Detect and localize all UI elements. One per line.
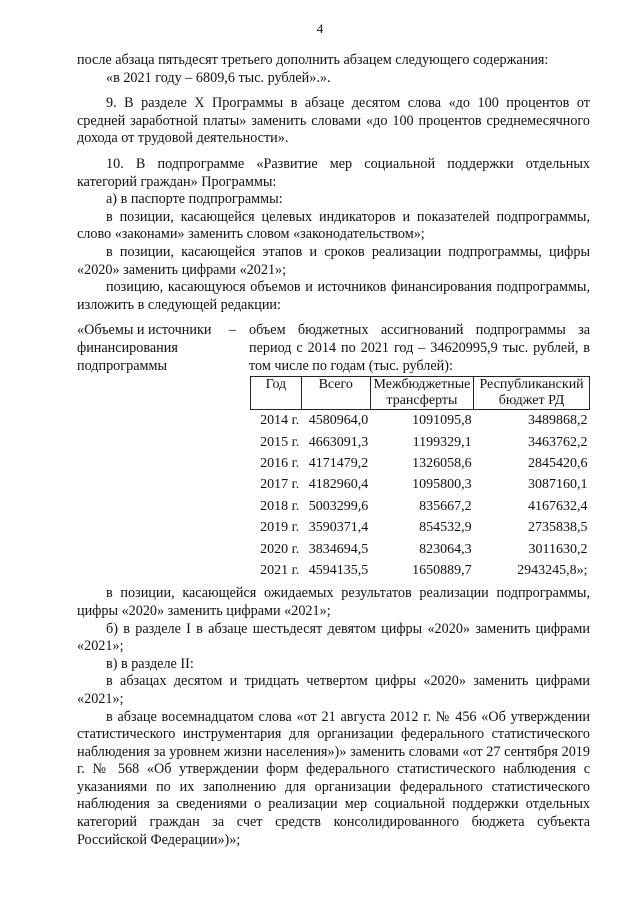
cell-republic-budget: 3463762,2 [528, 434, 588, 450]
document-body [77, 52, 590, 849]
cell-total: 3834694,5 [308, 541, 369, 557]
cell-transfers: 835667,2 [419, 498, 472, 514]
cell-transfers: 854532,9 [419, 520, 472, 536]
cell-year: 2020 г. [260, 541, 300, 557]
cell-total: 4580964,0 [308, 413, 369, 429]
cell-republic-budget: 3087160,1 [528, 477, 588, 493]
page-number: 4 [316, 21, 324, 36]
cell-year: 2015 г. [260, 434, 300, 450]
cell-year: 2016 г. [260, 455, 300, 471]
paragraph: в позиции, касающейся ожидаемых результатов реализации подпрограммы, цифры «2020» заменить цифрами «2021»; [77, 585, 590, 619]
cell-transfers: 823064,3 [419, 541, 472, 557]
cell-republic-budget: 2943245,8»; [517, 562, 588, 578]
financing-content [249, 322, 590, 581]
financing-description: объем бюджетных ассигнований подпрограммы за период с 2014 по 2021 год – 34620995,9 тыс. рублей, в том числе по годам (тыс. рублей): [249, 322, 590, 374]
paragraph: в позиции, касающейся этапов и сроков реализации подпрограммы, цифры «2020» заменить цифрами «2021»; [77, 243, 590, 278]
paragraphs-bottom [77, 585, 590, 849]
cell-republic-budget: 2735838,5 [528, 520, 588, 536]
table-row [251, 432, 590, 453]
cell-transfers: 1091095,8 [412, 413, 472, 429]
paragraph: а) в паспорте подпрограммы: [106, 191, 283, 208]
paragraph: позицию, касающуюся объемов и источников финансирования подпрограммы, изложить в следующей редакции: [77, 279, 590, 313]
paragraph: в позиции, касающейся целевых индикаторов и показателей подпрограммы, слово «законами» заменить словом «законодательством»; [77, 208, 590, 243]
header-total: Всего [301, 377, 370, 410]
table-row [251, 410, 590, 432]
cell-year: 2021 г. [260, 562, 300, 578]
paragraph: после абзаца пятьдесят третьего дополнить абзацем следующего содержания: [77, 52, 549, 68]
header-transfers: Межбюджетные трансферты [370, 377, 473, 410]
cell-republic-budget: 4167632,4 [528, 498, 588, 514]
cell-transfers: 1199329,1 [412, 434, 472, 450]
paragraphs-top [77, 52, 590, 314]
cell-year: 2014 г. [260, 413, 300, 429]
paragraph: в абзацах десятом и тридцать четвертом цифры «2020» заменить цифрами «2021»; [77, 673, 590, 707]
cell-republic-budget: 2845420,6 [528, 455, 588, 471]
header-year: Год [251, 377, 302, 410]
paragraph: в) в разделе II: [106, 655, 194, 672]
paragraph: «в 2021 году – 6809,6 тыс. рублей».». [106, 69, 331, 86]
cell-transfers: 1650889,7 [412, 562, 472, 578]
financing-table [250, 376, 590, 581]
cell-total: 4171479,2 [308, 455, 369, 471]
cell-total: 4663091,3 [308, 434, 369, 450]
cell-year: 2018 г. [260, 498, 300, 514]
table-header-row [251, 377, 590, 410]
cell-total: 3590371,4 [308, 520, 369, 536]
cell-republic-budget: 3489868,2 [528, 413, 588, 429]
cell-total: 4594135,5 [308, 562, 369, 578]
table-body [251, 410, 590, 582]
financing-label: «Объемы и источники финансирования подпрограммы [77, 322, 212, 374]
header-republic-budget: Республиканский бюджет РД [474, 377, 590, 410]
paragraph: 9. В разделе X Программы в абзаце десятом слова «до 100 процентов от средней заработной платы» заменить словами «до 100 процентов среднемесячного дохода от трудовой деятельности». [77, 95, 590, 147]
paragraph: 10. В подпрограмме «Развитие мер социальной поддержки отдельных категорий граждан» Программы: [77, 155, 590, 190]
financing-dash: – [229, 322, 237, 339]
cell-total: 4182960,4 [308, 477, 369, 493]
paragraph: в абзаце восемнадцатом слова «от 21 августа 2012 г. № 456 «Об утверждении статистического инструментария для организации федерального статистического наблюдения за уровнем жизни населения»)» заменить словами «от 27 сентября 2019 г. № 568 «Об утверждении форм федерального статистического наблюдения с указаниями по их заполнению для организации федерального статистического наблюдения за сведениями о реализации мер социальной поддержки отдельных категорий граждан за счет средств консолидированного бюджета субъекта Российской Федерации»)»; [77, 708, 590, 848]
table-row [251, 539, 590, 560]
financing-position [77, 322, 590, 581]
cell-total: 5003299,6 [308, 498, 369, 514]
cell-year: 2017 г. [260, 477, 300, 493]
table-row [251, 517, 590, 538]
table-row [251, 453, 590, 474]
cell-year: 2019 г. [260, 520, 300, 536]
table-row [251, 496, 590, 517]
cell-republic-budget: 3011630,2 [528, 541, 588, 557]
paragraph: б) в разделе I в абзаце шестьдесят девятом цифры «2020» заменить цифрами «2021»; [77, 620, 590, 655]
cell-transfers: 1095800,3 [412, 477, 472, 493]
table-row [251, 474, 590, 495]
table-row [251, 560, 590, 581]
cell-transfers: 1326058,6 [412, 455, 472, 471]
